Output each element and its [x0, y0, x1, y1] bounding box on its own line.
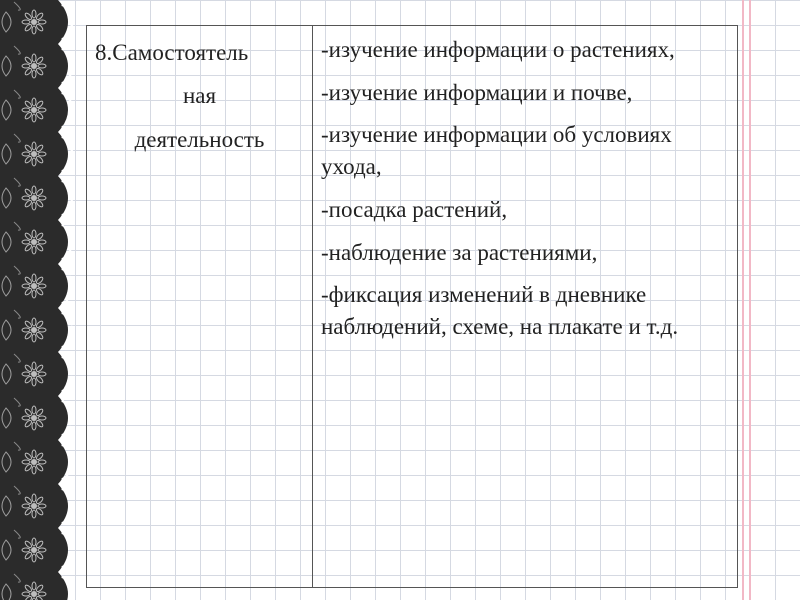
- left-cell-line: 8.Самостоятель: [95, 40, 249, 65]
- margin-line: [742, 0, 744, 600]
- list-item: -изучение информации о растениях,: [321, 37, 675, 62]
- list-item: -наблюдение за растениями,: [321, 239, 598, 265]
- left-cell: [87, 26, 313, 587]
- left-cell-line: ная: [182, 83, 217, 109]
- list-item: -посадка растений,: [321, 196, 508, 222]
- list-item: -изучение информации и почве,: [321, 79, 633, 105]
- list-item: -изучение информации об условиях ухода,: [321, 122, 672, 180]
- lace-ornament-icon: [0, 0, 82, 600]
- content-table: [86, 25, 738, 588]
- margin-line: [749, 0, 751, 600]
- right-cell: [313, 26, 737, 587]
- left-cell-line: деятельность: [134, 126, 265, 152]
- lace-border: [0, 0, 82, 600]
- list-item: -фиксация изменений в дневнике наблюдений, схеме, на плакате и т.д.: [321, 282, 679, 340]
